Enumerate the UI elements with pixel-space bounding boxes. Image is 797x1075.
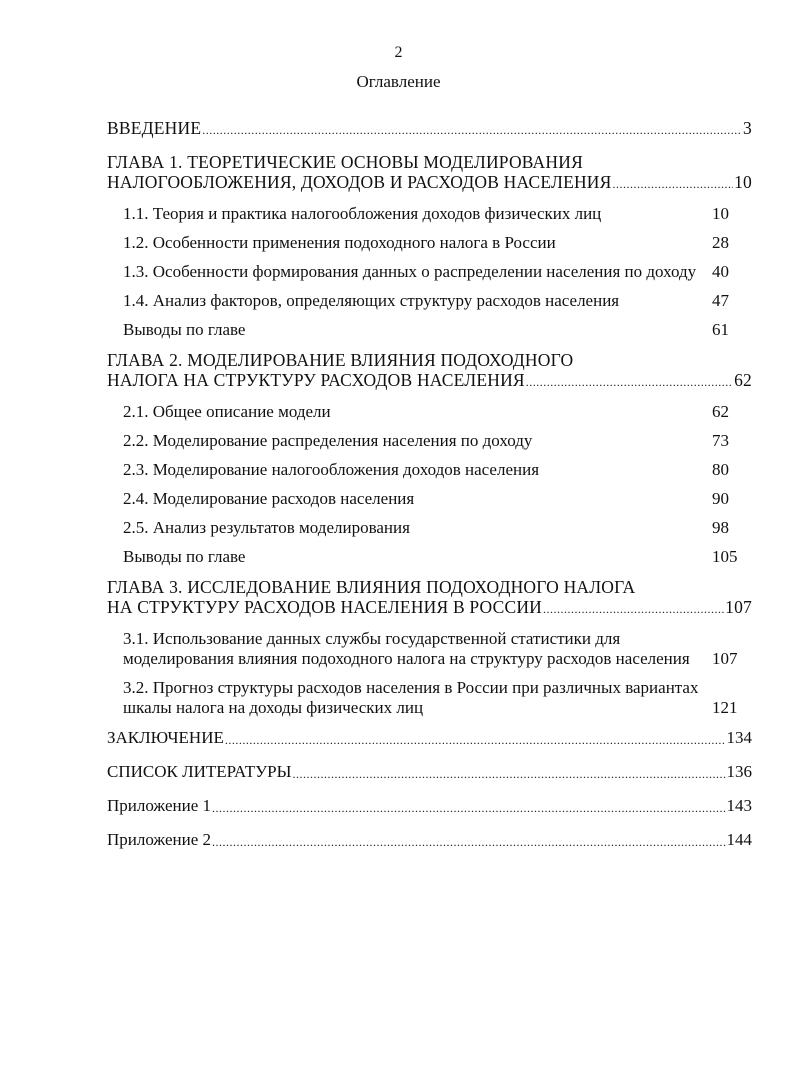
section-label: 2.4. Моделирование расходов населения [123,489,415,508]
section-label: 3.2. Прогноз структуры расходов населения в России при различных вариантах шкалы налога на доходы физических лиц [123,678,699,717]
toc-section-1-4[interactable] [107,291,752,311]
toc-section-2-2[interactable] [107,431,752,451]
toc-entry-page: 143 [726,796,752,815]
section-label: 1.3. Особенности формирования данных о распределении населения по доходу [123,262,697,281]
chapter-heading-line1: ГЛАВА 1. ТЕОРЕТИЧЕСКИЕ ОСНОВЫ МОДЕЛИРОВАНИЯ [107,152,583,172]
page-number: 2 [394,44,403,61]
chapter-page: 107 [725,597,752,617]
table-of-contents [107,118,752,864]
toc-entry-label: ВВЕДЕНИЕ [107,118,202,138]
section-page: 62 [712,402,729,421]
section-page: 80 [712,460,729,479]
toc-section-1-1[interactable] [107,204,752,224]
toc-entry-page: 144 [726,830,752,849]
chapter-2-sections [107,402,752,567]
section-page: 28 [712,233,729,252]
toc-entry-page: 3 [743,118,752,138]
toc-entry-label: СПИСОК ЛИТЕРАТУРЫ [107,762,292,781]
dot-leader [212,801,726,814]
chapter-heading-line2: НАЛОГООБЛОЖЕНИЯ, ДОХОДОВ И РАСХОДОВ НАСЕЛЕНИЯ [107,172,612,192]
toc-entry-references[interactable] [107,762,752,782]
section-page: 121 [712,698,738,717]
section-label: 2.2. Моделирование распределения населения по доходу [123,431,533,450]
section-page: 61 [712,320,729,339]
section-page: 105 [712,547,738,566]
toc-entry-label: Приложение 2 [107,830,211,849]
section-label: Выводы по главе [123,547,246,566]
toc-section-2-4[interactable] [107,489,752,509]
section-page: 98 [712,518,729,537]
toc-section-3-1[interactable] [107,629,752,669]
chapter-3-sections [107,629,752,718]
toc-chapter-3[interactable] [107,577,752,617]
dot-leader [543,601,724,615]
section-page: 90 [712,489,729,508]
chapter-heading-line1: ГЛАВА 2. МОДЕЛИРОВАНИЕ ВЛИЯНИЯ ПОДОХОДНОГО [107,350,574,370]
toc-section-1-3[interactable] [107,262,752,282]
toc-section-1-conclusions[interactable] [107,320,752,340]
toc-entry-conclusion[interactable] [107,728,752,748]
chapter-1-sections [107,204,752,340]
section-label: Выводы по главе [123,320,246,339]
section-label: 2.5. Анализ результатов моделирования [123,518,410,537]
dot-leader [292,767,725,780]
section-label: 1.1. Теория и практика налогообложения доходов физических лиц [123,204,602,223]
section-page: 47 [712,291,729,310]
section-label: 1.2. Особенности применения подоходного налога в России [123,233,556,252]
chapter-page: 10 [734,172,752,192]
section-label: 3.1. Использование данных службы государственной статистики для моделирования влияния подоходного налога на структуру расходов населения [123,629,690,668]
toc-section-2-5[interactable] [107,518,752,538]
toc-chapter-2[interactable] [107,350,752,390]
toc-section-3-2[interactable] [107,678,752,718]
toc-chapter-1[interactable] [107,152,752,192]
toc-entry-label: ЗАКЛЮЧЕНИЕ [107,728,224,747]
toc-section-2-1[interactable] [107,402,752,422]
toc-section-2-3[interactable] [107,460,752,480]
section-label: 1.4. Анализ факторов, определяющих структуру расходов населения [123,291,620,310]
toc-entry-intro[interactable] [107,118,752,138]
toc-entry-label: Приложение 1 [107,796,211,815]
dot-leader [225,733,726,746]
section-page: 10 [712,204,729,223]
chapter-heading-line2: НАЛОГА НА СТРУКТУРУ РАСХОДОВ НАСЕЛЕНИЯ [107,370,525,390]
dot-leader [212,835,726,848]
dot-leader [526,374,733,388]
chapter-heading-line2: НА СТРУКТУРУ РАСХОДОВ НАСЕЛЕНИЯ В РОССИИ [107,597,543,617]
section-label: 2.3. Моделирование налогообложения доходов населения [123,460,540,479]
toc-entry-page: 136 [726,762,752,781]
dot-leader [613,176,734,190]
toc-title: Оглавление [356,72,441,91]
toc-section-1-2[interactable] [107,233,752,253]
section-page: 40 [712,262,729,281]
toc-section-2-conclusions[interactable] [107,547,752,567]
section-page: 107 [712,649,738,668]
section-label: 2.1. Общее описание модели [123,402,331,421]
dot-leader [202,122,742,136]
section-page: 73 [712,431,729,450]
chapter-heading-line1: ГЛАВА 3. ИССЛЕДОВАНИЕ ВЛИЯНИЯ ПОДОХОДНОГО НАЛОГА [107,577,636,597]
chapter-page: 62 [734,370,752,390]
toc-entry-appendix-1[interactable] [107,796,752,816]
toc-entry-page: 134 [726,728,752,747]
toc-entry-appendix-2[interactable] [107,830,752,850]
